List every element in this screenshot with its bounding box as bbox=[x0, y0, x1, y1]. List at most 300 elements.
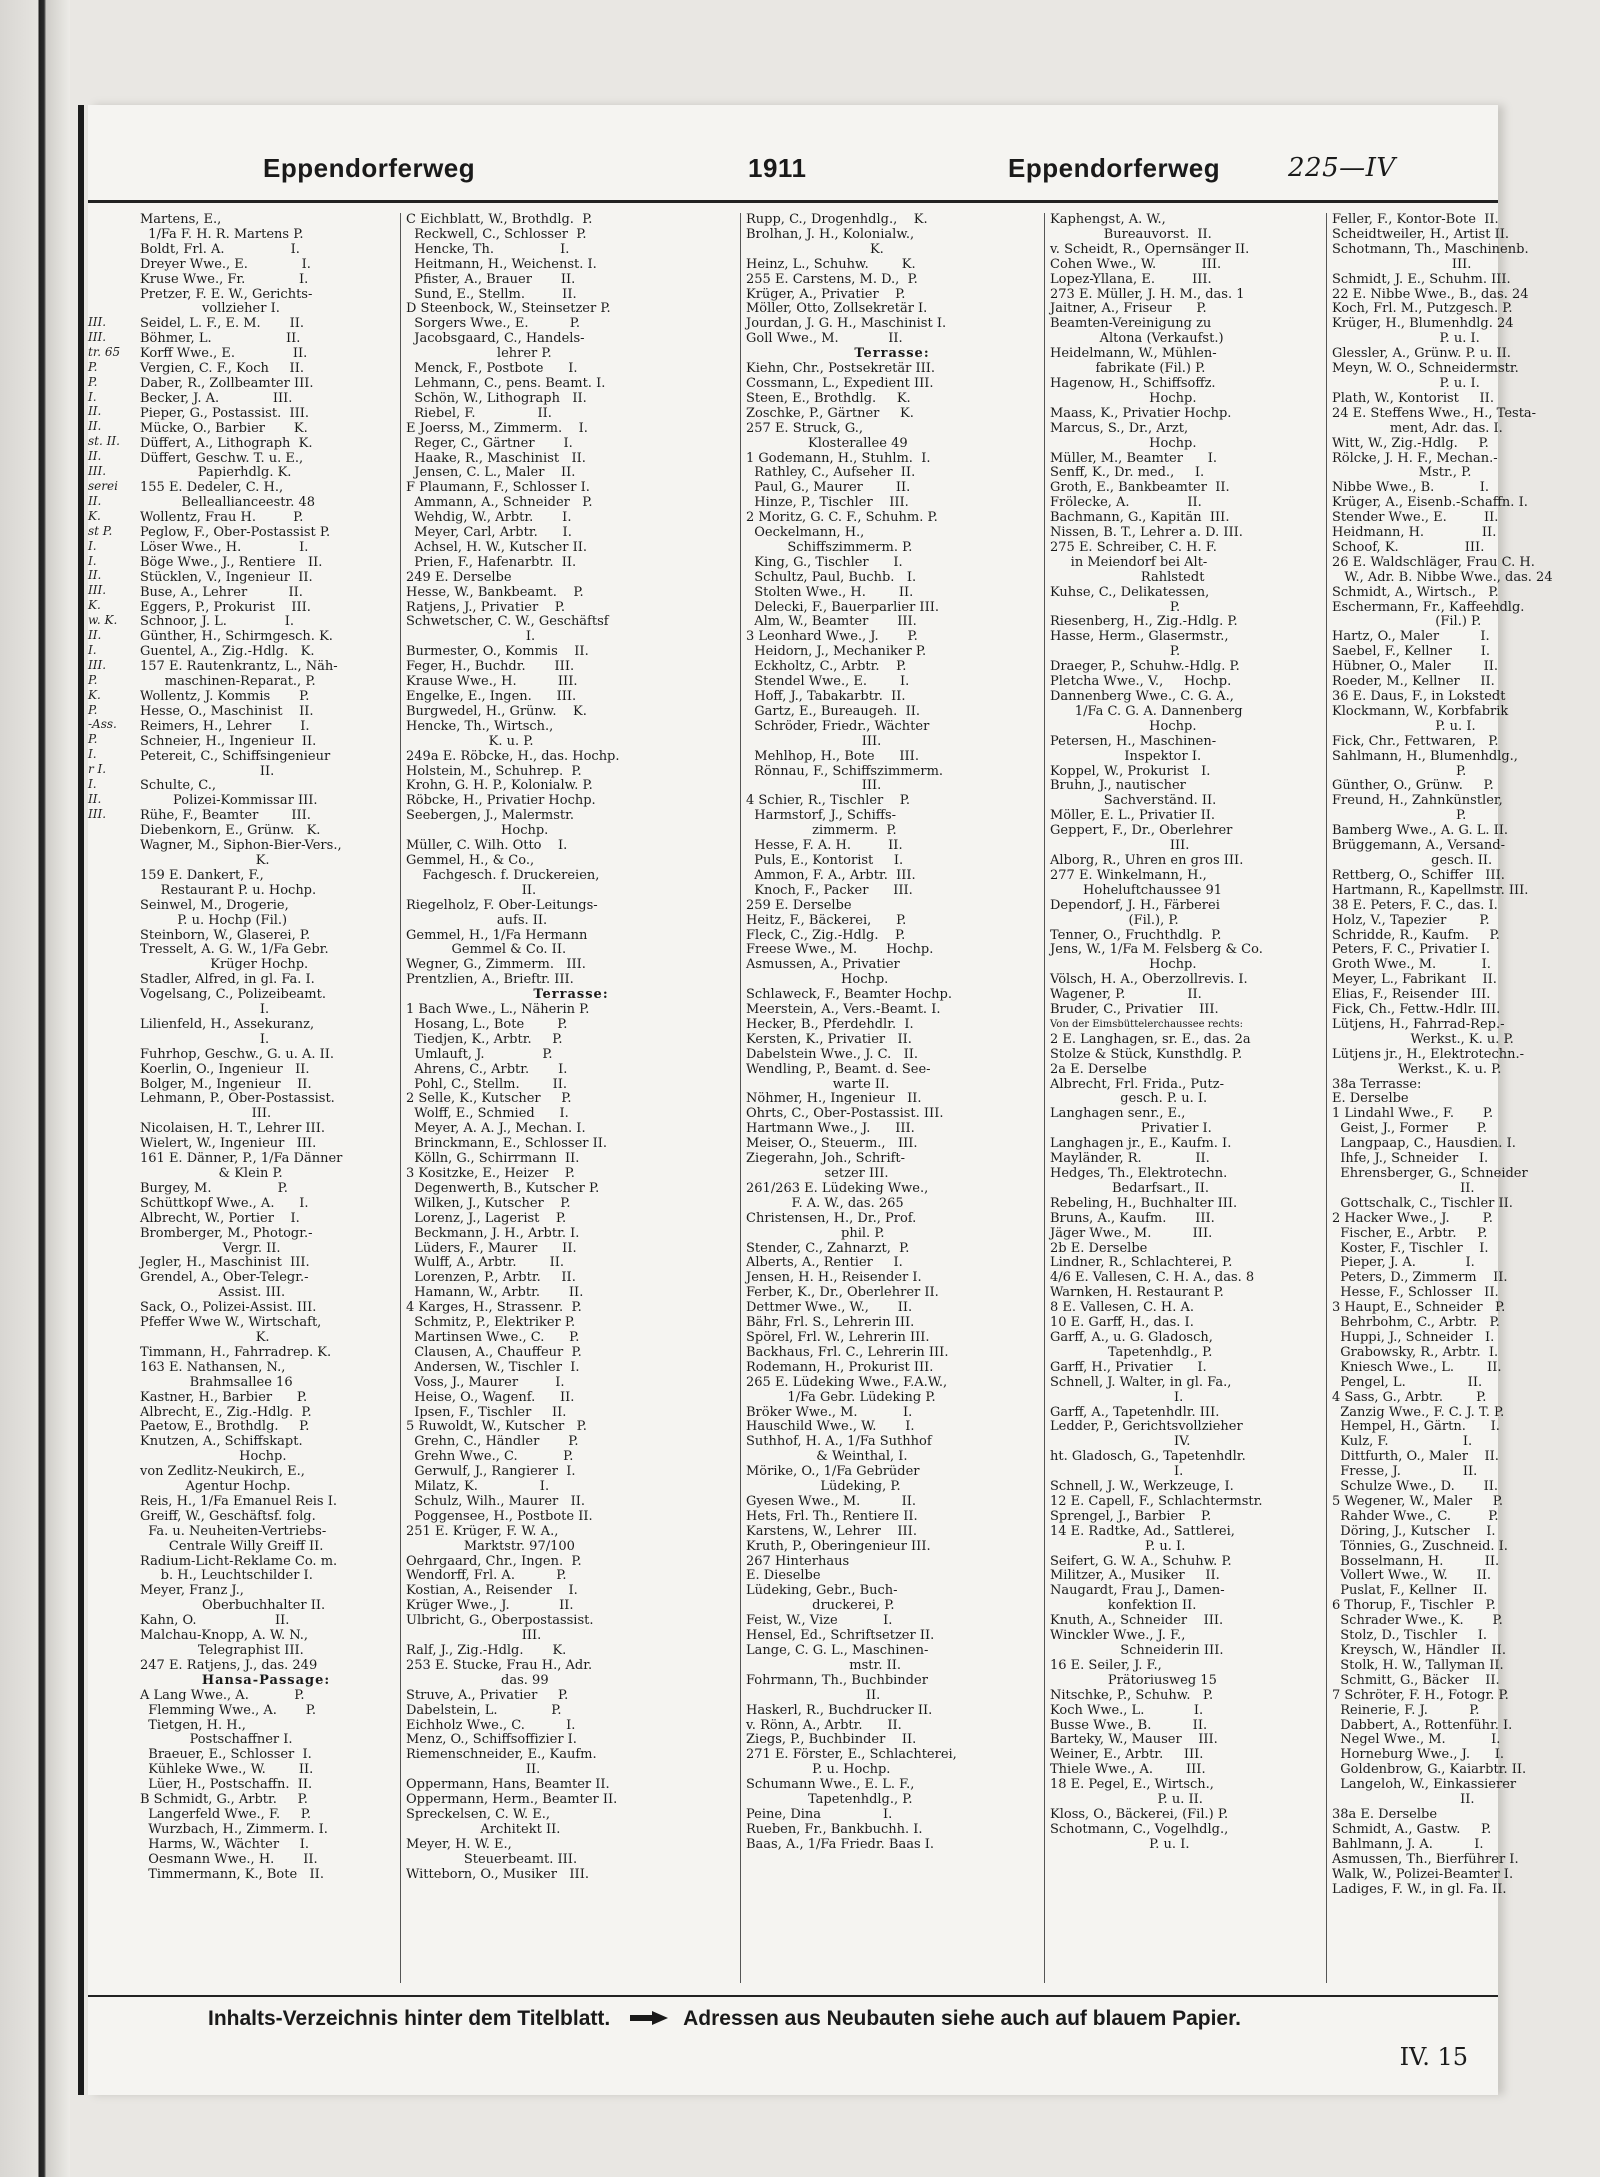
margin-fragment: I. bbox=[88, 747, 97, 762]
directory-entry: Krohn, G. H. P., Kolonialw. P. bbox=[406, 778, 593, 794]
directory-entry: Lütjens, H., Fahrrad-Rep.- bbox=[1332, 1016, 1505, 1032]
directory-entry: Alm, W., Beamter III. bbox=[746, 614, 917, 630]
directory-entry: Guentel, A., Zig.-Hdlg. K. bbox=[140, 644, 315, 660]
directory-entry: Geist, J., Former P. bbox=[1332, 1121, 1488, 1137]
directory-entry: Schwetscher, C. W., Geschäftsf bbox=[406, 614, 609, 630]
directory-entry: Radium-Licht-Reklame Co. m. bbox=[140, 1553, 338, 1569]
directory-entry: Freese Wwe., M. Hochp. bbox=[746, 942, 934, 958]
directory-entry: Bahlmann, J. A. I. bbox=[1332, 1836, 1484, 1852]
column-divider bbox=[1044, 213, 1045, 1983]
directory-entry: Milatz, K. I. bbox=[406, 1479, 550, 1495]
directory-entry: Reimers, H., Lehrer I. bbox=[140, 718, 310, 734]
directory-entry: Stolze & Stück, Kunsthdlg. P. bbox=[1050, 1046, 1243, 1062]
directory-entry: III. bbox=[1332, 256, 1472, 272]
directory-entry: b. H., Leuchtschilder I. bbox=[140, 1568, 313, 1584]
directory-entry: Rönnau, F., Schiffszimmerm. bbox=[746, 763, 944, 779]
directory-entry: Langhagen senr., E., bbox=[1050, 1106, 1186, 1122]
margin-fragment: P. bbox=[88, 702, 98, 717]
directory-entry: Draeger, P., Schuhw.-Hdlg. P. bbox=[1050, 659, 1240, 675]
directory-entry: Hochp. bbox=[140, 1449, 287, 1465]
directory-entry: Lilienfeld, H., Assekuranz, bbox=[140, 1016, 315, 1032]
directory-entry: Krüger Hochp. bbox=[140, 957, 309, 973]
directory-entry: Hartmann, R., Kapellmstr. III. bbox=[1332, 882, 1529, 898]
directory-entry: Meiser, O., Steuerm., III. bbox=[746, 1136, 918, 1152]
directory-entry: Inspektor I. bbox=[1050, 748, 1202, 764]
directory-entry: Riemenschneider, E., Kaufm. bbox=[406, 1747, 597, 1763]
directory-entry: Schmitt, G., Bäcker II. bbox=[1332, 1672, 1500, 1688]
directory-entry: (Fil.) P. bbox=[1332, 614, 1482, 630]
column-5 bbox=[1332, 212, 1553, 2003]
directory-entry: IV. bbox=[1050, 1434, 1191, 1450]
directory-entry: Ahrens, C., Arbtr. I. bbox=[406, 1061, 568, 1077]
directory-entry: Altona (Verkaufst.) bbox=[1050, 331, 1224, 347]
directory-entry: Schotmann, C., Vogelhdlg., bbox=[1050, 1821, 1229, 1837]
directory-entry: Roeder, M., Kellner II. bbox=[1332, 674, 1495, 690]
directory-entry: Fohrmann, Th., Buchbinder bbox=[746, 1672, 928, 1688]
directory-entry: Wilken, J., Kutscher P. bbox=[406, 1195, 571, 1211]
directory-entry: Dannenberg Wwe., C. G. A., bbox=[1050, 689, 1234, 704]
directory-entry: Jensen, H. H., Reisender I. bbox=[746, 1270, 922, 1286]
directory-entry: Groth, E., Bankbeamter II. bbox=[1050, 480, 1230, 496]
directory-entry: Schön, W., Lithograph II. bbox=[406, 390, 587, 406]
directory-entry: Kulz, F. I. bbox=[1332, 1434, 1473, 1450]
directory-entry: Rathley, C., Aufseher II. bbox=[746, 465, 916, 481]
directory-entry: Eschermann, Fr., Kaffeehdlg. bbox=[1332, 599, 1525, 615]
directory-entry: Bähr, Frl. S., Lehrerin III. bbox=[746, 1315, 915, 1331]
directory-entry: Lehmann, P., Ober-Postassist. bbox=[140, 1091, 335, 1107]
directory-entry: Koster, F., Tischler I. bbox=[1332, 1240, 1489, 1256]
directory-entry: Gyesen Wwe., M. II. bbox=[746, 1493, 917, 1509]
directory-entry: Struve, A., Privatier P. bbox=[406, 1687, 569, 1703]
directory-entry: Thiele Wwe., A. III. bbox=[1050, 1762, 1206, 1778]
margin-fragment: III. bbox=[88, 329, 107, 344]
directory-entry: Düffert, A., Lithograph K. bbox=[140, 435, 313, 451]
page-mark: IV. 15 bbox=[1399, 2043, 1468, 2071]
directory-entry: ment, Adr. das. I. bbox=[1332, 420, 1503, 436]
column-3 bbox=[746, 213, 1038, 2003]
directory-entry: Dettmer Wwe., W., II. bbox=[746, 1300, 913, 1316]
directory-entry: Groth Wwe., M. I. bbox=[1332, 957, 1491, 973]
directory-entry: Kniesch Wwe., L. II. bbox=[1332, 1359, 1502, 1375]
header-rule bbox=[88, 200, 1498, 203]
directory-entry: & Klein P. bbox=[140, 1166, 283, 1181]
directory-entry: Martinsen Wwe., C. P. bbox=[406, 1329, 580, 1345]
directory-entry: Koppel, W., Prokurist I. bbox=[1050, 763, 1211, 779]
directory-entry: Timmann, H., Fahrradrep. K. bbox=[140, 1344, 332, 1360]
directory-entry: v. Rönn, A., Arbtr. II. bbox=[746, 1717, 902, 1733]
directory-entry: K. bbox=[746, 241, 884, 257]
directory-entry: Mehlhop, H., Bote III. bbox=[746, 748, 919, 764]
directory-entry: Mstr., P. bbox=[1332, 465, 1472, 481]
directory-entry: Korff Wwe., E. II. bbox=[140, 346, 308, 362]
directory-entry: Wielert, W., Ingenieur III. bbox=[140, 1136, 317, 1152]
directory-entry: Ulbricht, G., Oberpostassist. bbox=[406, 1613, 594, 1629]
directory-entry: Schotmann, Th., Maschinenb. bbox=[1332, 241, 1529, 257]
directory-entry: Burgey, M. P. bbox=[140, 1180, 288, 1196]
footer-rule bbox=[88, 1995, 1498, 1997]
directory-entry: Gartz, E., Bureaugeh. II. bbox=[746, 703, 920, 719]
directory-entry: Bedarfsart., II. bbox=[1050, 1180, 1209, 1196]
directory-entry: II. bbox=[406, 1762, 541, 1778]
directory-entry: 1/Fa C. G. A. Dannenberg bbox=[1050, 703, 1243, 719]
directory-entry: Müller, M., Beamter I. bbox=[1050, 450, 1217, 466]
directory-entry: Jens, W., 1/Fa M. Felsberg & Co. bbox=[1050, 942, 1263, 958]
directory-entry: Scheidtweiler, H., Artist II. bbox=[1332, 226, 1509, 242]
directory-entry: Eckholtz, C., Arbtr. P. bbox=[746, 659, 907, 675]
directory-entry: Eggers, P., Prokurist III. bbox=[140, 599, 311, 615]
directory-entry: Privatier I. bbox=[1050, 1121, 1212, 1137]
directory-entry: aufs. II. bbox=[406, 912, 548, 928]
directory-entry: Reger, C., Gärtner I. bbox=[406, 435, 573, 451]
directory-entry: Peine, Dina I. bbox=[746, 1806, 893, 1822]
directory-entry: Kastner, H., Barbier P. bbox=[140, 1389, 308, 1405]
directory-entry: Busse Wwe., B. II. bbox=[1050, 1717, 1208, 1733]
directory-entry: vollzieher I. bbox=[140, 301, 280, 317]
directory-entry: Rühe, F., Beamter III. bbox=[140, 808, 311, 824]
directory-entry: Malchau-Knopp, A. W. N., bbox=[140, 1628, 309, 1644]
directory-entry: Langeloh, W., Einkassierer bbox=[1332, 1777, 1517, 1793]
directory-entry: 2a E. Derselbe bbox=[1050, 1061, 1147, 1077]
directory-entry: 2 Selle, K., Kutscher P. bbox=[406, 1091, 572, 1107]
directory-entry: 38a E. Derselbe bbox=[1332, 1806, 1438, 1822]
directory-entry: Gerwulf, J., Rangierer I. bbox=[406, 1464, 576, 1480]
directory-entry: Stender Wwe., E. II. bbox=[1332, 510, 1499, 526]
directory-entry: Ziegs, P., Buchbinder II. bbox=[746, 1732, 917, 1748]
directory-entry: II. bbox=[746, 1687, 881, 1703]
directory-entry: 18 E. Pegel, E., Wirtsch., bbox=[1050, 1777, 1214, 1793]
directory-entry: 5 Wegener, W., Maler P. bbox=[1332, 1493, 1504, 1509]
directory-entry: Schmidt, A., Gastw. P. bbox=[1332, 1821, 1492, 1837]
directory-entry: Seifert, G. W. A., Schuhw. P. bbox=[1050, 1553, 1232, 1569]
directory-entry: maschinen-Reparat., P. bbox=[140, 674, 316, 690]
directory-entry: setzer III. bbox=[746, 1166, 889, 1181]
directory-entry: Koch Wwe., L. I. bbox=[1050, 1702, 1204, 1718]
directory-entry: Lorenzen, P., Arbtr. II. bbox=[406, 1270, 576, 1286]
directory-entry: Wegner, G., Zimmerm. III. bbox=[406, 957, 586, 973]
directory-entry: 3 Haupt, E., Schneider P. bbox=[1332, 1300, 1506, 1316]
directory-entry: zimmerm. P. bbox=[746, 823, 897, 839]
directory-entry: Goldenbrow, G., Kaiarbtr. II. bbox=[1332, 1762, 1527, 1778]
directory-page bbox=[88, 105, 1553, 2095]
directory-entry: Hochp. bbox=[1050, 390, 1197, 406]
directory-entry: Bureauvorst. II. bbox=[1050, 226, 1212, 242]
directory-entry: Bruns, A., Kaufm. III. bbox=[1050, 1210, 1215, 1226]
directory-entry: Alberts, A., Rentier I. bbox=[746, 1255, 903, 1271]
directory-entry: Sund, E., Stellm. II. bbox=[406, 286, 577, 302]
directory-entry: Rodemann, H., Prokurist III. bbox=[746, 1359, 934, 1375]
directory-entry: Klockmann, W., Korbfabrik bbox=[1332, 703, 1509, 719]
directory-entry: Hencke, Th. I. bbox=[406, 241, 570, 257]
directory-entry: P. bbox=[1050, 644, 1181, 660]
directory-entry: Gemmel & Co. II. bbox=[406, 942, 567, 958]
directory-entry: Brolhan, J. H., Kolonialw., bbox=[746, 226, 915, 242]
directory-entry: Marcus, S., Dr., Arzt, bbox=[1050, 420, 1189, 436]
binding-spine bbox=[78, 105, 84, 2095]
directory-entry: Meyn, W. O., Schneidermstr. bbox=[1332, 361, 1519, 377]
directory-entry: Haake, R., Maschinist II. bbox=[406, 450, 586, 466]
directory-entry: Schnell, J. W., Werkzeuge, I. bbox=[1050, 1479, 1234, 1495]
directory-entry: Backhaus, Frl. C., Lehrerin III. bbox=[746, 1344, 949, 1360]
directory-entry: Terrasse: bbox=[533, 987, 609, 1003]
margin-fragment: II. bbox=[88, 449, 102, 464]
directory-entry: Horneburg Wwe., J. I. bbox=[1332, 1747, 1505, 1763]
directory-entry: Hagenow, H., Schiffsoffz. bbox=[1050, 375, 1216, 391]
directory-entry: 273 E. Müller, J. H. M., das. 1 bbox=[1050, 286, 1245, 302]
directory-entry: P. bbox=[1332, 808, 1467, 824]
directory-entry: Haskerl, R., Buchdrucker II. bbox=[746, 1702, 933, 1718]
directory-entry: Stendel Wwe., E. I. bbox=[746, 674, 910, 690]
directory-entry: 275 E. Schreiber, C. H. F. bbox=[1050, 539, 1217, 555]
directory-entry: Schridde, R., Kaufm. P. bbox=[1332, 927, 1500, 943]
directory-entry: Pieper, J. A. I. bbox=[1332, 1255, 1475, 1271]
directory-entry: Alborg, R., Uhren en gros III. bbox=[1050, 852, 1244, 868]
directory-entry: Wollentz, Frau H. P. bbox=[140, 510, 304, 526]
directory-entry: Pohl, C., Stellm. II. bbox=[406, 1076, 568, 1092]
directory-entry: Jacobsgaard, C., Handels- bbox=[406, 331, 585, 347]
directory-entry: Voss, J., Maurer I. bbox=[406, 1374, 565, 1390]
directory-entry: Warnken, H. Restaurant P. bbox=[1050, 1285, 1224, 1301]
margin-fragment: I. bbox=[88, 389, 97, 404]
directory-entry: in Meiendorf bei Alt- bbox=[1050, 554, 1208, 570]
directory-entry: Reinerie, F. J. P. bbox=[1332, 1702, 1480, 1718]
directory-entry: Saebel, F., Kellner I. bbox=[1332, 644, 1491, 660]
directory-entry: Seidel, L. F., E. M. II. bbox=[140, 316, 305, 332]
directory-entry: Heitz, F., Bäckerei, P. bbox=[746, 912, 907, 928]
directory-entry: Jegler, H., Maschinist III. bbox=[140, 1255, 310, 1271]
directory-entry: Hinze, P., Tischler III. bbox=[746, 495, 909, 511]
directory-entry: Feller, F., Kontor-Bote II. bbox=[1332, 212, 1499, 227]
footer-right-text: Adressen aus Neubauten siehe auch auf blauem Papier. bbox=[683, 2007, 1241, 2030]
directory-entry: Hesse, F., Schlosser II. bbox=[1332, 1285, 1499, 1301]
directory-entry: Dabbert, A., Rottenführ. I. bbox=[1332, 1717, 1513, 1733]
directory-entry: III. bbox=[746, 778, 882, 794]
directory-entry: Braeuer, E., Schlosser I. bbox=[140, 1747, 312, 1763]
directory-entry: Fleck, C., Zig.-Hdlg. P. bbox=[746, 927, 906, 943]
directory-entry: Engelke, E., Ingen. III. bbox=[406, 689, 577, 704]
directory-entry: Menck, F., Postbote I. bbox=[406, 361, 578, 377]
directory-entry: Krüger, H., Blumenhdlg. 24 bbox=[1332, 316, 1514, 332]
directory-entry: W., Adr. B. Nibbe Wwe., das. 24 bbox=[1332, 569, 1553, 585]
margin-fragment: K. bbox=[88, 687, 101, 702]
directory-entry: Pengel, L. II. bbox=[1332, 1374, 1483, 1390]
directory-entry: Möller, E. L., Privatier II. bbox=[1050, 808, 1216, 824]
directory-entry: Hets, Frl. Th., Rentiere II. bbox=[746, 1508, 918, 1524]
directory-entry: Jourdan, J. G. H., Maschinist I. bbox=[746, 316, 947, 332]
directory-entry: Ledder, P., Gerichtsvollzieher bbox=[1050, 1419, 1243, 1435]
margin-fragment: II. bbox=[88, 628, 102, 643]
directory-entry: 16 E. Seiler, J. F., bbox=[1050, 1657, 1162, 1673]
directory-entry: Kersten, K., Privatier II. bbox=[746, 1031, 912, 1047]
directory-entry: II. bbox=[1332, 1792, 1475, 1808]
directory-entry: Meerstein, A., Vers.-Beamt. I. bbox=[746, 1002, 941, 1018]
directory-entry: 1/Fa Gebr. Lüdeking P. bbox=[746, 1389, 936, 1405]
directory-entry: (Fil.), P. bbox=[1050, 912, 1179, 928]
directory-entry: 267 Hinterhaus bbox=[746, 1553, 850, 1569]
margin-fragment: I. bbox=[88, 538, 97, 553]
margin-fragment: K. bbox=[88, 508, 101, 523]
directory-entry: Terrasse: bbox=[854, 346, 930, 362]
directory-entry: Greiff, W., Geschäftsf. folg. bbox=[140, 1508, 316, 1524]
directory-entry: Glessler, A., Grünw. P. u. II. bbox=[1332, 346, 1511, 362]
directory-entry: Stolz, D., Tischler I. bbox=[1332, 1628, 1487, 1644]
directory-entry: 38 E. Peters, F. C., das. I. bbox=[1332, 897, 1498, 913]
directory-entry: Daber, R., Zollbeamter III. bbox=[140, 375, 314, 391]
directory-entry: Kloss, O., Bäckerei, (Fil.) P. bbox=[1050, 1806, 1229, 1822]
directory-entry: Steen, E., Brothdlg. K. bbox=[746, 390, 911, 406]
directory-entry: D Steenbock, W., Steinsetzer P. bbox=[406, 301, 611, 317]
directory-entry: 26 E. Waldschläger, Frau C. H. bbox=[1332, 554, 1535, 570]
directory-entry: Langerfeld Wwe., F. P. bbox=[140, 1806, 311, 1822]
directory-entry: 6 Thorup, F., Tischler P. bbox=[1332, 1598, 1496, 1614]
directory-entry: Oppermann, Herm., Beamter II. bbox=[406, 1792, 618, 1808]
directory-entry: F. A. W., das. 265 bbox=[746, 1195, 904, 1211]
margin-fragment: K. bbox=[88, 598, 101, 613]
directory-entry: 277 E. Winkelmann, H., bbox=[1050, 867, 1207, 883]
directory-entry: Reckwell, C., Schlosser P. bbox=[406, 226, 587, 242]
directory-entry: Reis, H., 1/Fa Emanuel Reis I. bbox=[140, 1493, 337, 1509]
directory-entry: gesch. II. bbox=[1332, 852, 1493, 868]
directory-entry: Riebel, F. II. bbox=[406, 405, 552, 421]
directory-entry: II. bbox=[140, 763, 275, 779]
directory-entry: druckerei, P. bbox=[746, 1598, 895, 1614]
directory-entry: Fachgesch. f. Druckereien, bbox=[406, 867, 600, 883]
directory-entry: Behrbohm, C., Arbtr. P. bbox=[1332, 1315, 1500, 1331]
directory-entry: Peters, D., Zimmerm II. bbox=[1332, 1270, 1508, 1286]
directory-entry: Koch, Frl. M., Putzgesch. P. bbox=[1332, 301, 1513, 317]
directory-entry: Hauschild Wwe., W. I. bbox=[746, 1419, 915, 1435]
directory-entry: Peglow, F., Ober-Postassist P. bbox=[140, 525, 331, 541]
directory-entry: Pfeffer Wwe W., Wirtschaft, bbox=[140, 1315, 322, 1331]
directory-entry: Nissen, B. T., Lehrer a. D. III. bbox=[1050, 525, 1243, 541]
directory-entry: 265 E. Lüdeking Wwe., F.A.W., bbox=[746, 1374, 948, 1390]
directory-entry: Schrader Wwe., K. P. bbox=[1332, 1613, 1503, 1629]
directory-entry: Hochp. bbox=[746, 972, 889, 988]
directory-entry: Stolten Wwe., H. II. bbox=[746, 584, 914, 600]
margin-fragment: I. bbox=[88, 642, 97, 657]
margin-fragment: -Ass. bbox=[88, 717, 117, 732]
directory-entry: Baas, A., 1/Fa Friedr. Baas I. bbox=[746, 1836, 935, 1852]
directory-entry: Bruhn, J., nautischer bbox=[1050, 778, 1186, 794]
directory-entry: Tiedjen, K., Arbtr. P. bbox=[406, 1031, 563, 1047]
directory-entry: Ladiges, F. W., in gl. Fa. II. bbox=[1332, 1881, 1507, 1897]
directory-entry: Rahlstedt bbox=[1050, 569, 1205, 585]
directory-entry: Heitmann, H., Weichenst. I. bbox=[406, 256, 597, 272]
directory-entry: Hamann, W., Arbtr. II. bbox=[406, 1285, 584, 1301]
directory-entry: Architekt II. bbox=[406, 1821, 561, 1837]
directory-entry: E. Derselbe bbox=[1332, 1091, 1409, 1107]
margin-fragment: III. bbox=[88, 806, 107, 821]
directory-entry: Hesse, W., Bankbeamt. P. bbox=[406, 584, 584, 600]
directory-entry: Ehrensberger, G., Schneider bbox=[1332, 1166, 1528, 1181]
directory-entry: Ziegerahn, Joh., Schrift- bbox=[746, 1151, 906, 1167]
directory-entry: Schulze Wwe., D. II. bbox=[1332, 1479, 1499, 1495]
directory-entry: Düffert, Geschw. T. u. E., bbox=[140, 450, 304, 466]
directory-entry: Holz, V., Tapezier P. bbox=[1332, 912, 1490, 928]
directory-entry: Bamberg Wwe., A. G. L. II. bbox=[1332, 823, 1509, 839]
directory-entry: warte II. bbox=[746, 1076, 890, 1092]
directory-entry: Wendling, P., Beamt. d. See- bbox=[746, 1061, 931, 1077]
directory-entry: das. 99 bbox=[406, 1672, 549, 1688]
margin-fragment: III. bbox=[88, 657, 107, 672]
directory-entry: Schüttkopf Wwe., A. I. bbox=[140, 1195, 309, 1211]
directory-entry: Brahmsallee 16 bbox=[140, 1374, 293, 1390]
directory-entry: Lüdeking, Gebr., Buch- bbox=[746, 1583, 898, 1599]
directory-entry: Naugardt, Frau J., Damen- bbox=[1050, 1583, 1225, 1599]
directory-entry: Heinz, L., Schuhw. K. bbox=[746, 256, 916, 272]
directory-entry: Hedges, Th., Elektrotechn. bbox=[1050, 1166, 1228, 1181]
directory-entry: Stolk, H. W., Tallyman II. bbox=[1332, 1657, 1504, 1673]
directory-entry: Ipsen, F., Tischler II. bbox=[406, 1404, 567, 1420]
directory-entry: Asmussen, Th., Bierführer I. bbox=[1332, 1851, 1519, 1867]
directory-entry: Ohrts, C., Ober-Postassist. III. bbox=[746, 1106, 944, 1122]
directory-entry: Rettberg, O., Schiffer III. bbox=[1332, 867, 1505, 883]
directory-entry: P. u. I. bbox=[1050, 1836, 1190, 1852]
directory-entry: Schmidt, A., Wirtsch., P. bbox=[1332, 584, 1499, 600]
directory-entry: konfektion II. bbox=[1050, 1598, 1197, 1614]
directory-entry: Vollert Wwe., W. II. bbox=[1332, 1568, 1491, 1584]
directory-entry: Heidelmann, W., Mühlen- bbox=[1050, 346, 1217, 362]
directory-entry: Döring, J., Kutscher I. bbox=[1332, 1523, 1496, 1539]
directory-entry: Sprengel, J., Barbier P. bbox=[1050, 1508, 1212, 1524]
directory-entry: Lüdeking, P. bbox=[746, 1479, 901, 1495]
directory-entry: P. u. I. bbox=[1050, 1538, 1186, 1554]
margin-fragment: P. bbox=[88, 732, 98, 747]
directory-entry: 2 Moritz, G. C. F., Schuhm. P. bbox=[746, 510, 938, 526]
directory-entry: Martens, E., bbox=[140, 212, 222, 227]
directory-entry: Huppi, J., Schneider I. bbox=[1332, 1329, 1495, 1345]
directory-entry: Meyer, Franz J., bbox=[140, 1583, 244, 1599]
directory-entry: 257 E. Struck, G., bbox=[746, 420, 864, 436]
directory-entry: Schröder, Friedr., Wächter bbox=[746, 718, 930, 734]
directory-entry: Albrecht, E., Zig.-Hdlg. P. bbox=[140, 1404, 312, 1420]
column-divider bbox=[400, 213, 401, 1983]
directory-entry: 1 Bach Wwe., L., Näherin P. bbox=[406, 1002, 590, 1018]
directory-entry: fabrikate (Fil.) P. bbox=[1050, 361, 1206, 377]
directory-entry: Prentzlien, A., Brieftr. III. bbox=[406, 972, 574, 988]
directory-entry: Suthhof, H. A., 1/Fa Suthhof bbox=[746, 1434, 932, 1450]
directory-entry: Wehdig, W., Arbtr. I. bbox=[406, 510, 572, 526]
directory-entry: Pfister, A., Brauer II. bbox=[406, 271, 576, 287]
directory-entry: Koerlin, O., Ingenieur II. bbox=[140, 1061, 310, 1077]
directory-entry: 36 E. Daus, F., in Lokstedt bbox=[1332, 689, 1506, 704]
directory-entry: I. bbox=[140, 1002, 270, 1018]
directory-entry: Spreckelsen, C. W. E., bbox=[406, 1806, 551, 1822]
directory-entry: Knutzen, A., Schiffskapt. bbox=[140, 1434, 303, 1450]
directory-entry: 261/263 E. Lüdeking Wwe., bbox=[746, 1180, 929, 1196]
directory-entry: Militzer, A., Musiker II. bbox=[1050, 1568, 1220, 1584]
directory-entry: P. u. I. bbox=[1332, 331, 1480, 347]
directory-entry: Langpaap, C., Hausdien. I. bbox=[1332, 1136, 1516, 1152]
directory-entry: 2 E. Langhagen, sr. E., das. 2a bbox=[1050, 1031, 1251, 1047]
directory-entry: Burmester, O., Kommis II. bbox=[406, 644, 589, 660]
directory-entry: Brinckmann, E., Schlosser II. bbox=[406, 1136, 608, 1152]
directory-entry: K. u. P. bbox=[406, 733, 534, 749]
directory-entry: Schiffszimmerm. P. bbox=[746, 539, 913, 555]
directory-entry: Kruse Wwe., Fr. I. bbox=[140, 271, 309, 287]
directory-entry: Albrecht, W., Portier I. bbox=[140, 1210, 300, 1226]
directory-entry: 249 E. Derselbe bbox=[406, 569, 512, 585]
directory-entry: Heidorn, J., Mechaniker P. bbox=[746, 644, 927, 660]
directory-entry: Hochp. bbox=[1050, 957, 1197, 973]
directory-entry: Stadler, Alfred, in gl. Fa. I. bbox=[140, 972, 315, 988]
margin-fragment: w. K. bbox=[88, 613, 118, 628]
directory-entry: Schulte, C., bbox=[140, 778, 217, 794]
directory-entry: I. bbox=[1050, 1464, 1184, 1480]
directory-entry: 1/Fa F. H. R. Martens P. bbox=[140, 226, 304, 242]
directory-entry: Grehn, C., Händler P. bbox=[406, 1434, 579, 1450]
margin-fragment: r I. bbox=[88, 762, 107, 777]
directory-entry: & Weinthal, I. bbox=[746, 1449, 908, 1465]
